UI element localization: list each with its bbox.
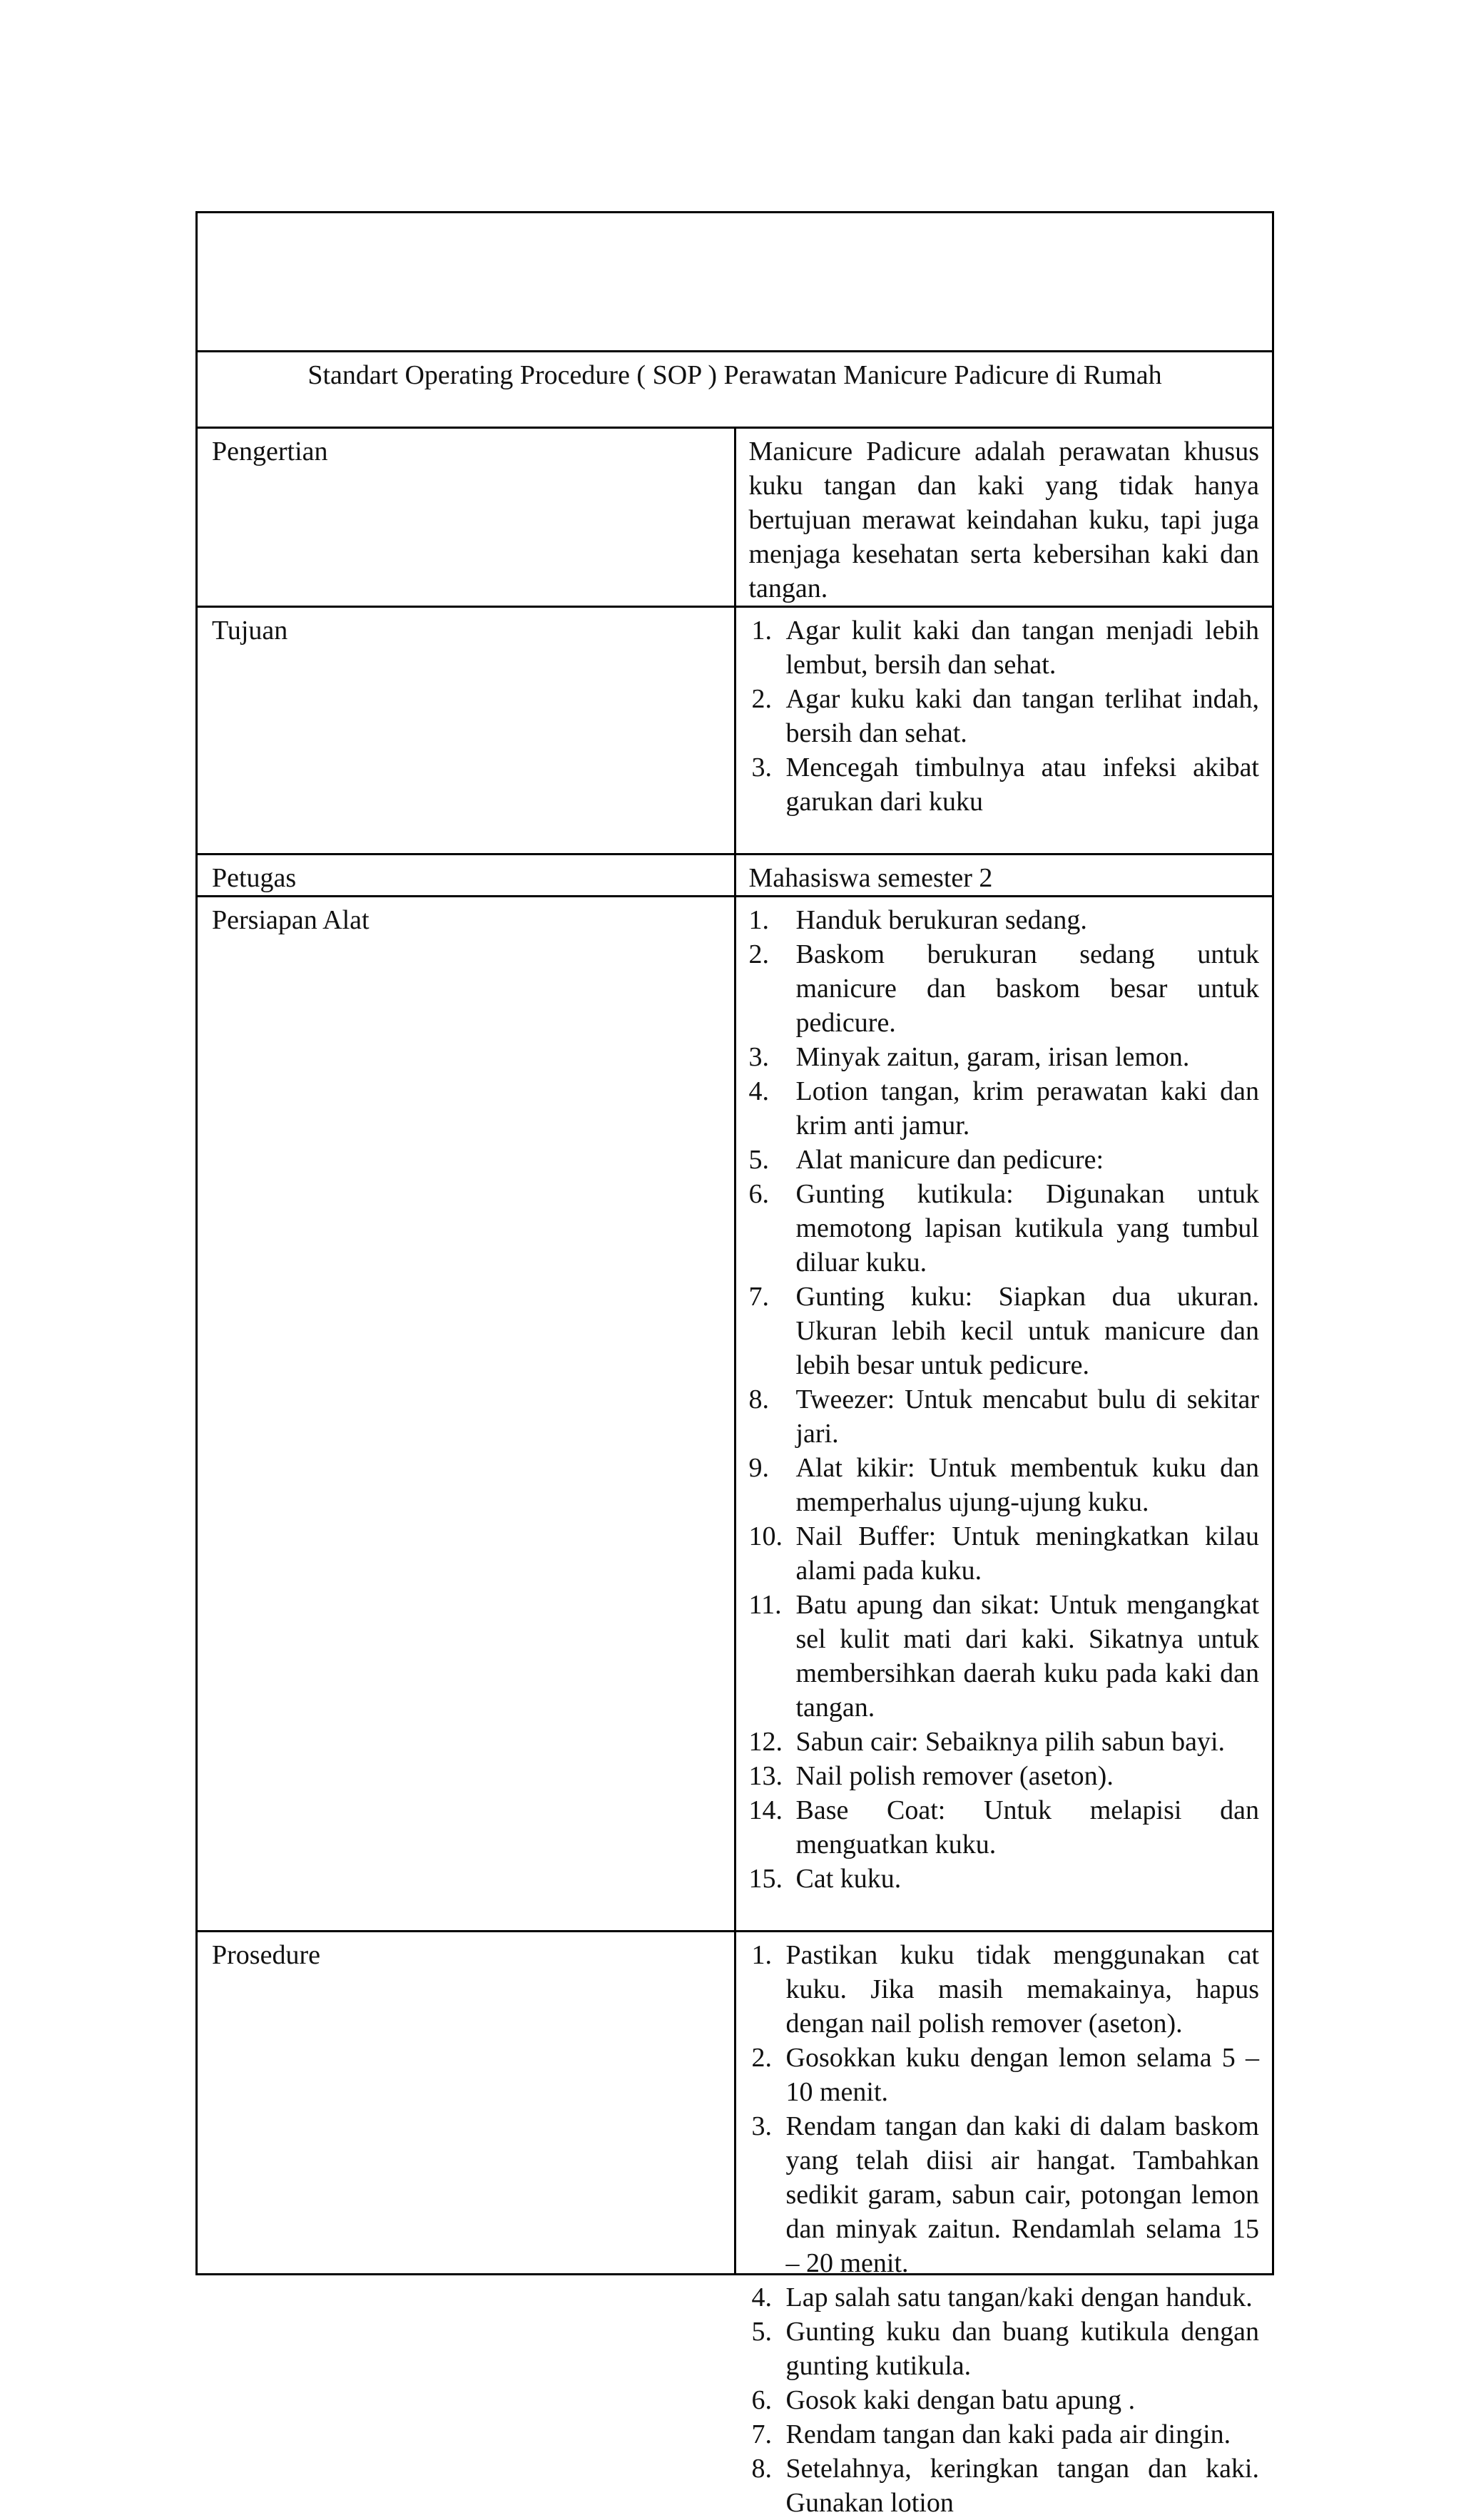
list-item [749,1725,1260,1759]
list-item-text: Gunting kuku dan buang kutikula dengan gunting kutikula. [785,2317,1259,2381]
list-item-text: Agar kuku kaki dan tangan terlihat indah, bersih dan sehat. [785,684,1259,748]
list-item-text: Mencegah timbulnya atau infeksi akibat garukan dari kuku [785,753,1259,817]
list-item-number: 5. [751,2317,772,2347]
list-item-text: Gunting kuku: Siapkan dua ukuran. Ukuran lebih kecil untuk manicure dan lebih besar untuk pedicure. [795,1282,1259,1380]
list-item-number: 4. [751,2282,772,2312]
list-item-number: 6. [748,1179,769,1209]
list-item [749,903,1260,937]
prosedure-content [735,1932,1273,2518]
title-row [197,352,1273,428]
list-item-text: Sabun cair: Sebaiknya pilih sabun bayi. [795,1727,1226,1757]
list-item-text: Tweezer: Untuk mencabut bulu di sekitar jari. [795,1384,1259,1449]
list-item-number: 5. [748,1145,769,1175]
list-item [749,1143,1260,1177]
blank-header-row [197,213,1273,352]
pengertian-text: Manicure Padicure adalah perawatan khusus kuku tangan dan kaki yang tidak hanya bertujuan merawat keindahan kuku, tapi juga menjaga kesehatan serta kebersihan kaki dan tangan. [735,428,1273,607]
list-item-text: Alat kikir: Untuk membentuk kuku dan memperhalus ujung-ujung kuku. [795,1453,1259,1517]
list-item [749,1074,1260,1143]
label-persiapan-alat: Persiapan Alat [197,897,735,1932]
list-item-number: 10. [748,1521,783,1551]
list-item-number: 7. [751,2419,772,2449]
list-item-text: Pastikan kuku tidak menggunakan cat kuku. Jika masih memakainya, hapus dengan nail polish remover (aseton). [785,1940,1259,2039]
list-item-number: 8. [751,2454,772,2484]
tujuan-content [735,607,1273,855]
list-item [749,1759,1260,1793]
list-item [749,1382,1260,1451]
list-item [749,2452,1260,2520]
row-petugas [197,855,1273,897]
list-item-text: Batu apung dan sikat: Untuk mengangkat sel kulit mati dari kaki. Sikatnya untuk membersihkan daerah kuku pada kaki dan tangan. [795,1590,1259,1723]
list-item [749,682,1260,750]
label-pengertian: Pengertian [197,428,735,607]
row-persiapan-alat [197,897,1273,1932]
list-item-number: 1. [751,616,772,646]
prosedure-list [749,1938,1260,2520]
list-item [749,1280,1260,1382]
sop-table [195,211,1274,2518]
list-item-text: Agar kulit kaki dan tangan menjadi lebih lembut, bersih dan sehat. [785,616,1259,680]
list-item [749,613,1260,682]
list-item-text: Minyak zaitun, garam, irisan lemon. [795,1042,1190,1072]
petugas-text: Mahasiswa semester 2 [735,855,1273,897]
list-item-text: Gunting kutikula: Digunakan untuk memotong lapisan kutikula yang tumbul diluar kuku. [795,1179,1259,1277]
list-item-text: Nail polish remover (aseton). [795,1761,1114,1791]
list-item [749,2417,1260,2452]
list-item-number: 3. [751,2111,772,2141]
list-item [749,2383,1260,2417]
list-item [749,1938,1260,2041]
list-item [749,1588,1260,1725]
label-petugas: Petugas [197,855,735,897]
list-item-text: Rendam tangan dan kaki di dalam baskom yang telah diisi air hangat. Tambahkan sedikit garam, sabun cair, potongan lemon dan minyak zaitun. Rendamlah selama 15 – 20 menit. [785,2111,1259,2278]
list-item-number: 2. [748,939,769,969]
list-item-text: Cat kuku. [795,1864,902,1894]
persiapan-alat-content [735,897,1273,1932]
label-tujuan: Tujuan [197,607,735,855]
list-item [749,2280,1260,2315]
list-item-number: 7. [748,1282,769,1312]
blank-header-cell [197,213,1273,352]
list-item-number: 1. [751,1940,772,1970]
list-item-number: 14. [748,1795,783,1825]
row-pengertian [197,428,1273,607]
list-item [749,1451,1260,1519]
list-item [749,937,1260,1040]
list-item [749,2109,1260,2280]
list-item-number: 13. [748,1761,783,1791]
list-item-number: 1. [748,905,769,935]
list-item [749,1040,1260,1074]
list-item [749,2315,1260,2383]
list-item-text: Gosokkan kuku dengan lemon selama 5 – 10 menit. [785,2043,1259,2107]
list-item-text: Setelahnya, keringkan tangan dan kaki. Gunakan lotion [785,2454,1259,2518]
list-item [749,1793,1260,1862]
list-item [749,1862,1260,1896]
list-item-text: Gosok kaki dengan batu apung . [785,2385,1136,2415]
list-item-number: 6. [751,2385,772,2415]
list-item-number: 3. [748,1042,769,1072]
list-item-text: Rendam tangan dan kaki pada air dingin. [785,2419,1231,2449]
label-prosedure: Prosedure [197,1932,735,2275]
row-tujuan [197,607,1273,855]
prosedure-clip [749,1938,1260,2518]
list-item-text: Lap salah satu tangan/kaki dengan handuk. [785,2282,1253,2312]
list-item [749,1519,1260,1588]
list-item-number: 3. [751,753,772,782]
list-item-text: Base Coat: Untuk melapisi dan menguatkan kuku. [795,1795,1259,1860]
list-item [749,750,1260,819]
list-item-text: Handuk berukuran sedang. [795,905,1087,935]
list-item [749,1177,1260,1280]
list-item-text: Alat manicure dan pedicure: [795,1145,1104,1175]
list-item-number: 8. [748,1384,769,1414]
list-item-number: 12. [748,1727,783,1757]
list-item-number: 11. [748,1590,782,1620]
list-item [749,2041,1260,2109]
list-item-text: Nail Buffer: Untuk meningkatkan kilau alami pada kuku. [795,1521,1259,1586]
list-item-number: 2. [751,684,772,714]
list-item-text: Lotion tangan, krim perawatan kaki dan krim anti jamur. [795,1076,1259,1141]
list-item-number: 2. [751,2043,772,2073]
tujuan-list [749,613,1260,819]
list-item-text: Baskom berukuran sedang untuk manicure dan baskom besar untuk pedicure. [795,939,1259,1038]
document-title: Standart Operating Procedure ( SOP ) Perawatan Manicure Padicure di Rumah [197,352,1273,428]
list-item-number: 9. [748,1453,769,1483]
row-prosedure [197,1932,1273,2275]
list-item-number: 4. [748,1076,769,1106]
list-item-number: 15. [748,1864,783,1894]
persiapan-alat-list [749,903,1260,1896]
